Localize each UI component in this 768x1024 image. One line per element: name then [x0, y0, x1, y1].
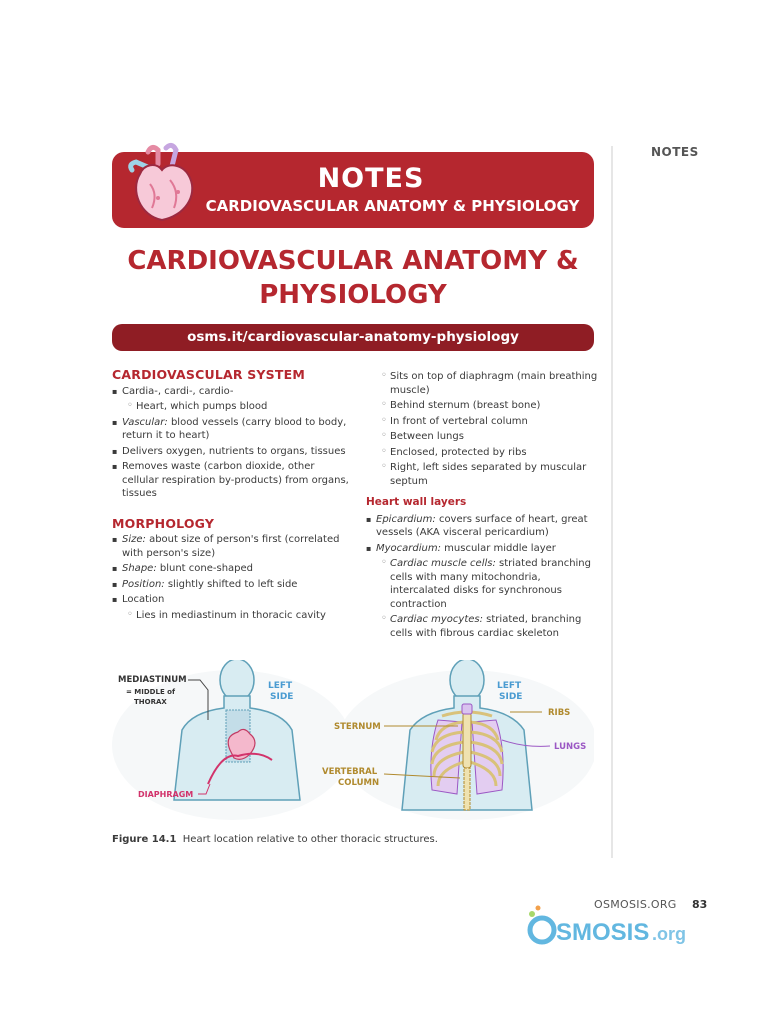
list-item [112, 460, 352, 501]
label-side-2: SIDE [499, 692, 523, 702]
banner-title: NOTES [317, 163, 425, 194]
page-number: 83 [692, 898, 708, 911]
label-mediastinum: MEDIASTINUM [118, 675, 187, 685]
logo-ring [530, 918, 554, 942]
label-sternum: STERNUM [334, 722, 381, 732]
section-heading-cardiovascular-system: CARDIOVASCULAR SYSTEM [112, 367, 305, 382]
list-item-term: Myocardium: [376, 542, 441, 554]
list-item-text: blunt cone-shaped [156, 563, 254, 574]
label-left-2: LEFT [497, 681, 522, 691]
list-item-text: Sits on top of diaphragm (main breathing muscle) [390, 371, 598, 396]
logo-wordmark: SMOSIS [556, 919, 650, 946]
url-link[interactable]: osms.it/cardiovascular-anatomy-physiology [187, 329, 519, 345]
list-item [112, 562, 352, 576]
left-column [112, 368, 352, 624]
list-item [366, 415, 598, 429]
logo-dot-green [529, 911, 535, 917]
list-item-term: Epicardium: [376, 513, 436, 525]
list-item [112, 400, 352, 414]
list-item [366, 446, 598, 460]
label-ribs: RIBS [548, 708, 571, 718]
list-item-text: covers surface of heart, great vessels (AKA visceral pericardium) [376, 513, 588, 538]
label-lungs: LUNGS [554, 742, 587, 752]
figure-caption-text: Heart location relative to other thoracic structures. [182, 834, 438, 845]
list-item-text: Enclosed, protected by ribs [390, 446, 527, 458]
figure-caption-label: Figure 14.1 [112, 834, 177, 845]
list-item-text: Cardia-, cardi-, cardio- [122, 385, 234, 397]
label-side: SIDE [270, 692, 294, 702]
page-title-line2: PHYSIOLOGY [259, 280, 447, 310]
page-title-line1: CARDIOVASCULAR ANATOMY & [127, 246, 579, 276]
list-item [366, 613, 598, 640]
list-item [366, 430, 598, 444]
vertebral-column-bone [464, 768, 470, 810]
margin-divider [611, 146, 613, 858]
list-item-text: blood vessels (carry blood to body, return it to heart) [122, 416, 347, 441]
list-item-term: Size: [122, 534, 146, 545]
list-item [366, 513, 598, 540]
list-item [112, 385, 352, 399]
label-left: LEFT [268, 681, 293, 691]
list-item-text: Heart, which pumps blood [136, 401, 268, 412]
list-item-term: Shape: [122, 563, 157, 574]
list-item-term: Cardiac muscle cells: [390, 558, 496, 569]
morphology-list [112, 533, 352, 622]
label-middle-of: = MIDDLE of [126, 688, 176, 696]
logo-suffix: .org [652, 924, 686, 944]
right-column [366, 370, 598, 642]
list-item [366, 557, 598, 611]
list-item-text: Behind sternum (breast bone) [390, 400, 541, 411]
list-item-text: striated branching cells with many mitochondria, intercalated disks for synchronous contraction [390, 558, 591, 610]
label-column: COLUMN [338, 778, 380, 788]
location-list [366, 370, 598, 488]
label-vertebral: VERTEBRAL [322, 767, 378, 777]
list-item [112, 609, 352, 623]
list-item-text: Delivers oxygen, nutrients to organs, tissues [122, 445, 346, 457]
list-item [112, 593, 352, 607]
list-item [112, 416, 352, 443]
list-item [366, 399, 598, 413]
list-item [366, 542, 598, 556]
list-item [112, 445, 352, 459]
list-item [112, 578, 352, 592]
list-item [112, 533, 352, 560]
trachea [462, 704, 472, 714]
footer-site: OSMOSIS.ORG [594, 898, 677, 911]
list-item-term: Vascular: [122, 416, 168, 428]
list-item-text: Between lungs [390, 431, 464, 442]
cardiovascular-system-list [112, 385, 352, 501]
subheading-heart-wall-layers: Heart wall layers [366, 496, 467, 508]
list-item-text: Removes waste (carbon dioxide, other cellular respiration by-products) from organs, tissues [122, 461, 349, 499]
list-item-text: slightly shifted to left side [164, 578, 298, 590]
list-item [366, 370, 598, 397]
list-item-text: about size of person's first (correlated with person's size) [122, 534, 340, 559]
label-thorax: THORAX [134, 698, 167, 706]
list-item-text: striated, branching cells with fibrous cardiac skeleton [390, 614, 582, 639]
label-diaphragm: DIAPHRAGM [138, 790, 194, 799]
list-item-term: Position: [122, 578, 165, 590]
thorax-figure [112, 660, 594, 820]
logo-dot-orange [536, 906, 541, 911]
page-title [112, 244, 594, 312]
list-item-text: In front of vertebral column [390, 415, 528, 427]
list-item-term: Cardiac myocytes: [390, 614, 483, 625]
list-item-text: Location [122, 594, 165, 605]
list-item [366, 461, 598, 488]
heart-wall-list [366, 513, 598, 641]
list-item-text: Right, left sides separated by muscular septum [390, 462, 587, 487]
side-notes-label: NOTES [651, 145, 699, 159]
list-item-text: Lies in mediastinum in thoracic cavity [136, 609, 326, 621]
banner-subtitle: CARDIOVASCULAR ANATOMY & PHYSIOLOGY [205, 197, 580, 215]
osmosis-logo [524, 902, 704, 948]
figure-caption [112, 834, 438, 845]
sternum-bone [463, 712, 471, 768]
list-item-text: muscular middle layer [440, 542, 556, 554]
section-heading-morphology: MORPHOLOGY [112, 515, 215, 531]
